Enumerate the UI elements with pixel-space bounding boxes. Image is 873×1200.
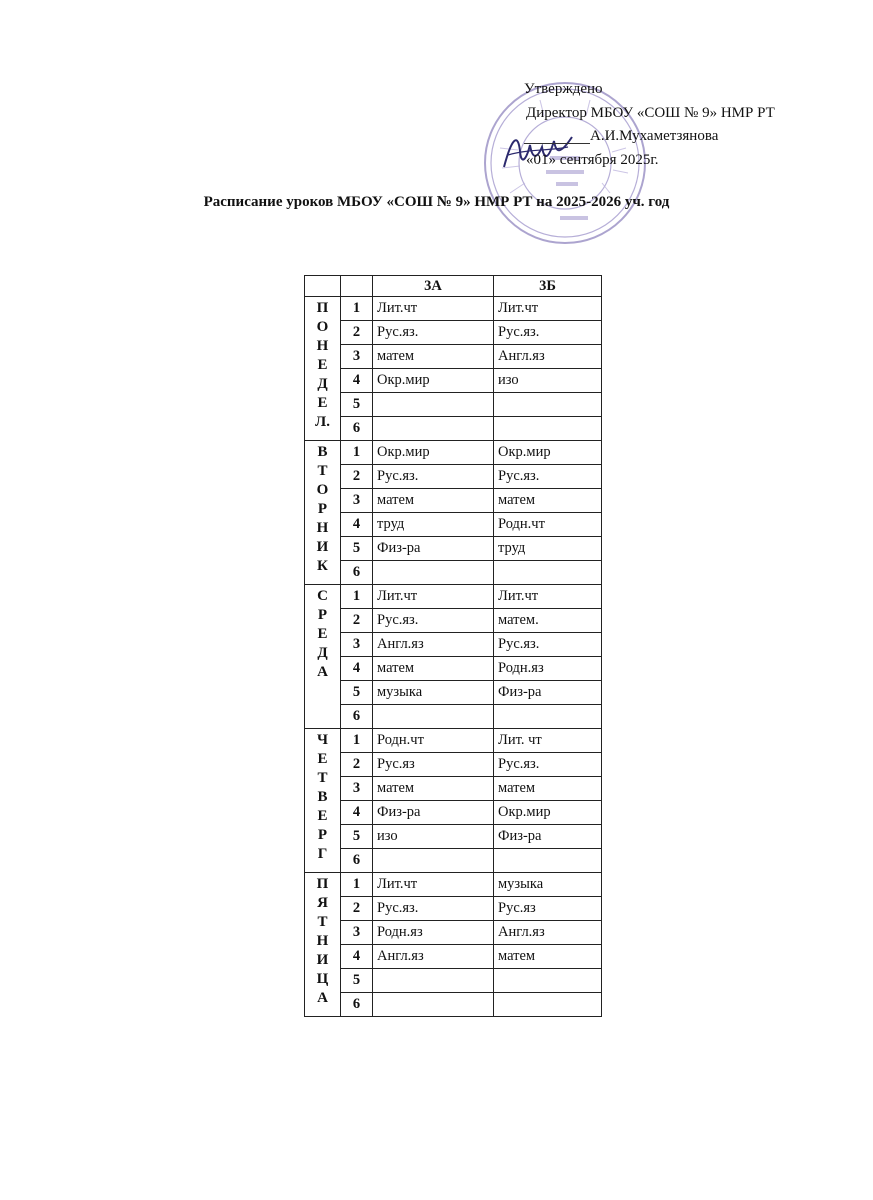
subject-3a: изо	[373, 825, 494, 849]
table-row	[305, 921, 602, 945]
header-class-3b: 3Б	[494, 276, 602, 297]
subject-3a: Окр.мир	[373, 441, 494, 465]
day-name-cell	[305, 441, 341, 585]
subject-3a	[373, 561, 494, 585]
table-header-row	[305, 276, 602, 297]
lesson-number: 1	[341, 441, 373, 465]
lesson-number: 2	[341, 609, 373, 633]
subject-3a	[373, 969, 494, 993]
subject-3a: Лит.чт	[373, 585, 494, 609]
day-name-letter: Г	[317, 846, 328, 862]
subject-3a: Рус.яз	[373, 753, 494, 777]
table-row	[305, 369, 602, 393]
lesson-number: 6	[341, 417, 373, 441]
lesson-number: 2	[341, 753, 373, 777]
table-row	[305, 681, 602, 705]
subject-3a	[373, 849, 494, 873]
document-title: Расписание уроков МБОУ «СОШ № 9» НМР РТ на 2025-2026 уч. год	[203, 194, 670, 210]
director-title: Директор МБОУ «СОШ № 9» НМР РТ	[526, 104, 775, 121]
day-name-letter: А	[317, 664, 328, 680]
lesson-number: 5	[341, 393, 373, 417]
subject-3a: Рус.яз.	[373, 609, 494, 633]
day-name-letter: И	[316, 539, 329, 555]
day-name-letter: О	[316, 319, 329, 335]
subject-3a: труд	[373, 513, 494, 537]
lesson-number: 1	[341, 297, 373, 321]
subject-3a: Родн.чт	[373, 729, 494, 753]
table-row	[305, 297, 602, 321]
lesson-number: 6	[341, 849, 373, 873]
schedule-table-wrapper	[304, 275, 602, 1017]
day-name-letter: Е	[317, 357, 328, 373]
day-name-letter: Е	[317, 395, 328, 411]
day-name-letter: Н	[316, 338, 329, 354]
subject-3a: матем	[373, 345, 494, 369]
subject-3b	[494, 393, 602, 417]
subject-3a	[373, 417, 494, 441]
director-signature-line	[524, 125, 775, 149]
lesson-number: 1	[341, 585, 373, 609]
day-name-letter: В	[317, 789, 328, 805]
subject-3a	[373, 705, 494, 729]
table-row	[305, 705, 602, 729]
approval-date: «01» сентября 2025г.	[526, 151, 659, 168]
lesson-number: 3	[341, 777, 373, 801]
lesson-number: 3	[341, 921, 373, 945]
day-name-letter: Н	[316, 933, 329, 949]
day-name-letter: Ц	[316, 971, 329, 987]
lesson-number: 6	[341, 705, 373, 729]
subject-3b	[494, 993, 602, 1017]
day-name-letter: О	[316, 482, 329, 498]
day-name-letter: Т	[317, 914, 328, 930]
subject-3b: Физ-ра	[494, 825, 602, 849]
day-name-letter: Р	[317, 607, 328, 623]
table-row	[305, 897, 602, 921]
subject-3a: Родн.яз	[373, 921, 494, 945]
header-day	[305, 276, 341, 297]
day-name-cell	[305, 873, 341, 1017]
lesson-number: 6	[341, 561, 373, 585]
subject-3a: матем	[373, 489, 494, 513]
subject-3a: Рус.яз.	[373, 897, 494, 921]
lesson-number: 5	[341, 537, 373, 561]
table-row	[305, 561, 602, 585]
subject-3b	[494, 417, 602, 441]
subject-3a: Рус.яз.	[373, 465, 494, 489]
table-row	[305, 609, 602, 633]
lesson-number: 2	[341, 321, 373, 345]
subject-3a: Лит.чт	[373, 297, 494, 321]
table-row	[305, 849, 602, 873]
table-row	[305, 465, 602, 489]
lesson-number: 5	[341, 681, 373, 705]
table-row	[305, 801, 602, 825]
subject-3b: Родн.чт	[494, 513, 602, 537]
lesson-number: 4	[341, 513, 373, 537]
day-name-cell	[305, 297, 341, 441]
lesson-number: 4	[341, 657, 373, 681]
subject-3a	[373, 393, 494, 417]
subject-3a: Физ-ра	[373, 537, 494, 561]
day-name-letter: П	[316, 876, 329, 892]
subject-3b: матем	[494, 489, 602, 513]
subject-3b: Англ.яз	[494, 921, 602, 945]
table-row	[305, 585, 602, 609]
day-name-letter: Р	[317, 501, 328, 517]
table-row	[305, 537, 602, 561]
subject-3b: Родн.яз	[494, 657, 602, 681]
schedule-table	[304, 275, 602, 1017]
subject-3b: Рус.яз.	[494, 321, 602, 345]
subject-3b: Физ-ра	[494, 681, 602, 705]
subject-3a	[373, 993, 494, 1017]
subject-3b: Англ.яз	[494, 345, 602, 369]
day-name-cell	[305, 729, 341, 873]
subject-3a: Окр.мир	[373, 369, 494, 393]
table-row	[305, 993, 602, 1017]
day-name-letter: Е	[317, 626, 328, 642]
day-name-letter: Н	[316, 520, 329, 536]
day-name-letter: Я	[317, 895, 328, 911]
subject-3b: Рус.яз	[494, 897, 602, 921]
subject-3a: Рус.яз.	[373, 321, 494, 345]
subject-3b: матем	[494, 945, 602, 969]
lesson-number: 6	[341, 993, 373, 1017]
lesson-number: 3	[341, 489, 373, 513]
subject-3b: изо	[494, 369, 602, 393]
subject-3b: Лит. чт	[494, 729, 602, 753]
lesson-number: 5	[341, 969, 373, 993]
subject-3b	[494, 849, 602, 873]
subject-3b	[494, 705, 602, 729]
table-row	[305, 657, 602, 681]
subject-3b: Лит.чт	[494, 297, 602, 321]
subject-3b: Рус.яз.	[494, 633, 602, 657]
day-name-letter: А	[317, 990, 328, 1006]
lesson-number: 4	[341, 945, 373, 969]
lesson-number: 2	[341, 465, 373, 489]
table-row	[305, 873, 602, 897]
subject-3b	[494, 969, 602, 993]
day-name-letter: В	[317, 444, 328, 460]
header-class-3a: 3А	[373, 276, 494, 297]
day-name-letter: Т	[317, 770, 328, 786]
day-name-letter: Р	[317, 827, 328, 843]
table-row	[305, 633, 602, 657]
table-row	[305, 321, 602, 345]
lesson-number: 2	[341, 897, 373, 921]
subject-3a: Англ.яз	[373, 945, 494, 969]
day-name-letter: Ч	[316, 732, 328, 748]
subject-3a: Англ.яз	[373, 633, 494, 657]
signature-underline	[524, 129, 590, 144]
day-name-cell	[305, 585, 341, 729]
lesson-number: 4	[341, 369, 373, 393]
header-num	[341, 276, 373, 297]
subject-3b: матем	[494, 777, 602, 801]
director-name: А.И.Мухаметзянова	[590, 128, 719, 144]
day-name-letter: И	[316, 952, 329, 968]
day-name-letter: С	[317, 588, 328, 604]
table-row	[305, 513, 602, 537]
subject-3b: труд	[494, 537, 602, 561]
subject-3b: музыка	[494, 873, 602, 897]
table-row	[305, 969, 602, 993]
lesson-number: 1	[341, 729, 373, 753]
day-name-letter: Е	[317, 751, 328, 767]
day-name-letter: К	[317, 558, 328, 574]
subject-3b: матем.	[494, 609, 602, 633]
subject-3a: Лит.чт	[373, 873, 494, 897]
subject-3a: матем	[373, 657, 494, 681]
table-row	[305, 777, 602, 801]
table-row	[305, 729, 602, 753]
schedule-body	[305, 297, 602, 1017]
table-row	[305, 345, 602, 369]
table-row	[305, 825, 602, 849]
subject-3a: матем	[373, 777, 494, 801]
subject-3b	[494, 561, 602, 585]
lesson-number: 4	[341, 801, 373, 825]
table-row	[305, 393, 602, 417]
table-row	[305, 441, 602, 465]
subject-3b: Лит.чт	[494, 585, 602, 609]
day-name-letter: Л.	[315, 414, 330, 430]
subject-3b: Окр.мир	[494, 441, 602, 465]
table-row	[305, 945, 602, 969]
lesson-number: 5	[341, 825, 373, 849]
day-name-letter: Д	[317, 376, 328, 392]
subject-3b: Рус.яз.	[494, 465, 602, 489]
approval-label: Утверждено	[524, 81, 603, 97]
lesson-number: 3	[341, 633, 373, 657]
lesson-number: 1	[341, 873, 373, 897]
subject-3a: Физ-ра	[373, 801, 494, 825]
day-name-letter: Т	[317, 463, 328, 479]
approval-block	[524, 78, 775, 172]
table-row	[305, 489, 602, 513]
day-name-letter: Е	[317, 808, 328, 824]
table-row	[305, 753, 602, 777]
lesson-number: 3	[341, 345, 373, 369]
subject-3a: музыка	[373, 681, 494, 705]
day-name-letter: П	[316, 300, 329, 316]
table-row	[305, 417, 602, 441]
subject-3b: Окр.мир	[494, 801, 602, 825]
day-name-letter: Д	[317, 645, 328, 661]
subject-3b: Рус.яз.	[494, 753, 602, 777]
